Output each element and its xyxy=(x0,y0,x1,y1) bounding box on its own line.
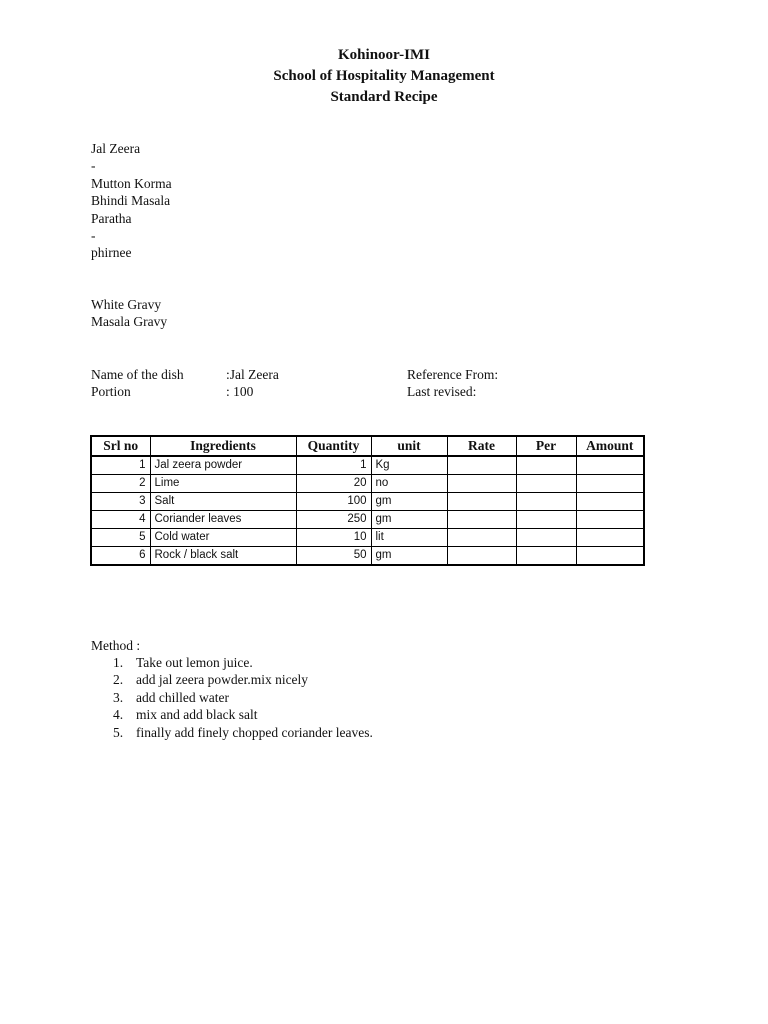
table-row xyxy=(91,547,644,566)
rate-cell xyxy=(447,475,516,493)
rate-cell xyxy=(447,511,516,529)
menu-item: Jal Zeera xyxy=(91,141,141,156)
unit-cell: Kg xyxy=(371,456,447,475)
amount-cell xyxy=(576,547,644,566)
col-header-ingredients: Ingredients xyxy=(150,436,296,456)
amount-cell xyxy=(576,511,644,529)
info-values xyxy=(226,366,279,401)
col-header-quantity: Quantity xyxy=(296,436,371,456)
per-cell xyxy=(516,475,576,493)
gravy-item: White Gravy xyxy=(91,297,162,312)
reference-label: Reference From: xyxy=(407,367,499,382)
unit-cell: lit xyxy=(371,529,447,547)
unit-cell: no xyxy=(371,475,447,493)
quantity-cell: 10 xyxy=(296,529,371,547)
quantity-cell: 50 xyxy=(296,547,371,566)
info-labels xyxy=(91,366,184,401)
step-number: 5. xyxy=(113,724,124,740)
method-step xyxy=(91,724,373,741)
document-header xyxy=(0,45,768,108)
method-step xyxy=(91,689,373,706)
step-number: 2. xyxy=(113,672,124,688)
document-title: Standard Recipe xyxy=(330,89,438,105)
gravy-item: Masala Gravy xyxy=(91,314,168,330)
srl-cell: 2 xyxy=(91,475,150,493)
step-text: add jal zeera powder.mix nicely xyxy=(136,672,309,688)
col-header-srl: Srl no xyxy=(91,436,150,456)
method-step xyxy=(91,706,373,723)
method-step xyxy=(91,654,373,671)
gravy-list xyxy=(91,296,167,331)
unit-cell: gm xyxy=(371,547,447,566)
amount-cell xyxy=(576,493,644,511)
institute-name: Kohinoor-IMI xyxy=(338,47,430,63)
amount-cell xyxy=(576,475,644,493)
menu-item: - xyxy=(91,228,96,244)
method-title: Method : xyxy=(91,638,141,653)
info-reference xyxy=(407,366,498,401)
menu-item: phirnee xyxy=(91,245,132,261)
portion-value: : 100 xyxy=(226,384,254,400)
step-text: mix and add black salt xyxy=(136,707,258,723)
menu-item: Bhindi Masala xyxy=(91,193,171,209)
rate-cell xyxy=(447,493,516,511)
menu-list xyxy=(91,140,172,262)
srl-cell: 6 xyxy=(91,547,150,566)
table-row xyxy=(91,493,644,511)
srl-cell: 4 xyxy=(91,511,150,529)
method-step xyxy=(91,671,373,688)
rate-cell xyxy=(447,547,516,566)
per-cell xyxy=(516,456,576,475)
col-header-per: Per xyxy=(516,436,576,456)
amount-cell xyxy=(576,456,644,475)
col-header-amount: Amount xyxy=(576,436,644,456)
col-header-rate: Rate xyxy=(447,436,516,456)
dish-label: Name of the dish xyxy=(91,367,184,382)
table-header-row xyxy=(91,436,644,456)
school-name: School of Hospitality Management xyxy=(273,68,495,84)
unit-cell: gm xyxy=(371,493,447,511)
quantity-cell: 1 xyxy=(296,456,371,475)
menu-item: Paratha xyxy=(91,210,132,226)
srl-cell: 3 xyxy=(91,493,150,511)
method-steps xyxy=(91,654,373,741)
table-row xyxy=(91,511,644,529)
srl-cell: 1 xyxy=(91,456,150,475)
step-text: add chilled water xyxy=(136,689,229,705)
step-number: 3. xyxy=(113,689,124,705)
portion-label: Portion xyxy=(91,384,131,400)
quantity-cell: 250 xyxy=(296,511,371,529)
unit-cell: gm xyxy=(371,511,447,529)
step-text: Take out lemon juice. xyxy=(136,655,253,670)
ingredient-cell: Jal zeera powder xyxy=(150,456,296,475)
table-row xyxy=(91,456,644,475)
per-cell xyxy=(516,529,576,547)
quantity-cell: 20 xyxy=(296,475,371,493)
srl-cell: 5 xyxy=(91,529,150,547)
amount-cell xyxy=(576,529,644,547)
per-cell xyxy=(516,547,576,566)
rate-cell xyxy=(447,529,516,547)
step-number: 4. xyxy=(113,707,124,723)
dish-value: :Jal Zeera xyxy=(226,367,279,382)
ingredient-cell: Lime xyxy=(150,475,296,493)
step-number: 1. xyxy=(113,655,124,670)
per-cell xyxy=(516,511,576,529)
per-cell xyxy=(516,493,576,511)
ingredients-table xyxy=(90,435,645,566)
table-row xyxy=(91,475,644,493)
ingredient-cell: Rock / black salt xyxy=(150,547,296,566)
quantity-cell: 100 xyxy=(296,493,371,511)
menu-item: Mutton Korma xyxy=(91,175,172,191)
step-text: finally add finely chopped coriander leaves. xyxy=(136,724,373,740)
ingredient-cell: Salt xyxy=(150,493,296,511)
ingredient-cell: Coriander leaves xyxy=(150,511,296,529)
col-header-unit: unit xyxy=(371,436,447,456)
rate-cell xyxy=(447,456,516,475)
revised-label: Last revised: xyxy=(407,384,477,400)
ingredient-cell: Cold water xyxy=(150,529,296,547)
menu-item: - xyxy=(91,158,96,174)
table-row xyxy=(91,529,644,547)
